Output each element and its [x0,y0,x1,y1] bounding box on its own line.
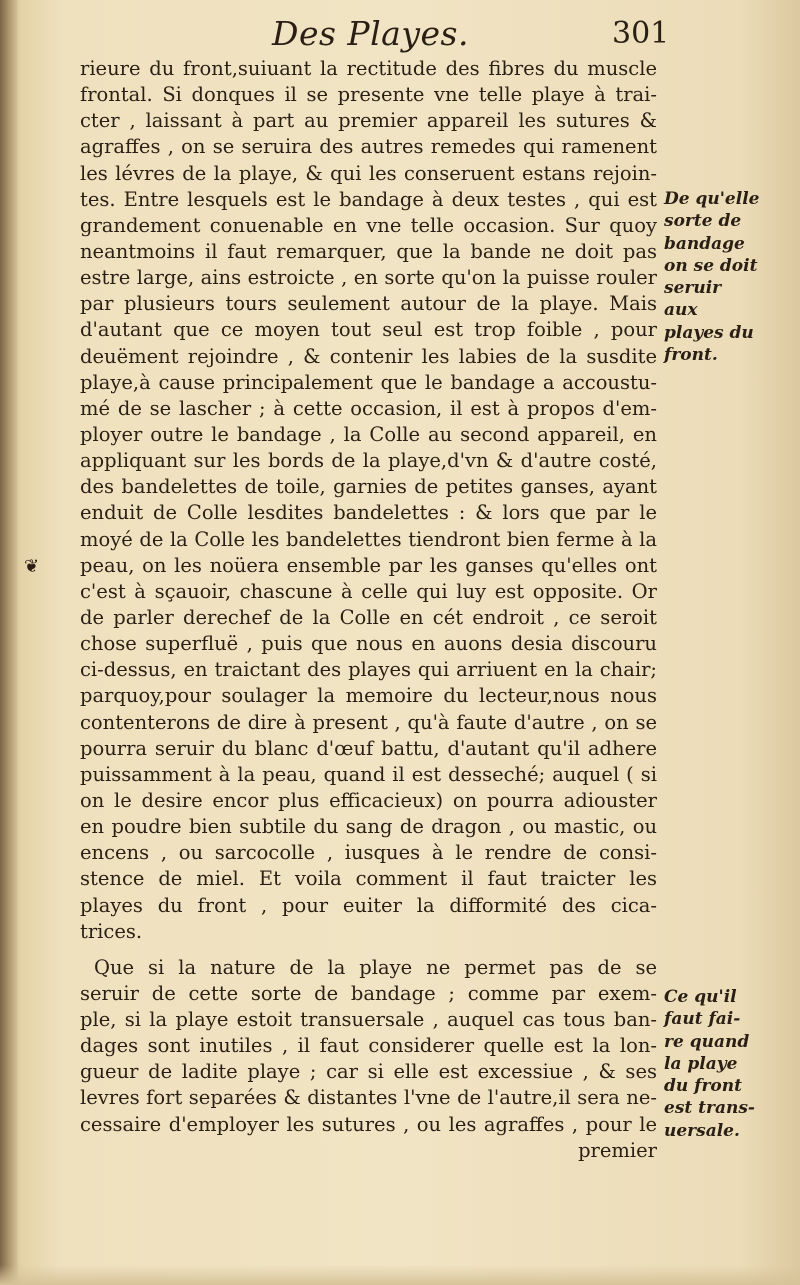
margin-note-transverse [664,986,755,1142]
margin-note-bandage [664,188,759,366]
text-line: ci-dessus, en traictant des playes qui arriuent en la chair; [80,658,657,682]
margin-note-line: seruir [664,278,722,299]
text-line: on le desire encor plus efficacieux) on pourra adiouster [80,788,657,812]
page-number: 301 [612,16,670,51]
text-line: seruir de cette sorte de bandage ; comme par exem- [80,981,657,1005]
text-line: en poudre bien subtile du sang de dragon , ou mastic, ou [80,815,657,839]
text-line: chose superfluë , puis que nous en auons desia discouru [80,632,657,656]
margin-note-line: Ce qu'il [664,987,737,1007]
text-line: playes du front , pour euiter la difformité des cica- [80,893,657,917]
text-line: levres fort separées & distantes l'vne de l'autre,il sera ne- [80,1086,657,1110]
margin-note-line: uersale. [664,1120,740,1141]
margin-note-line: playes du [664,322,754,343]
text-line: gueur de ladite playe ; car si elle est excessiue , & ses [80,1060,657,1084]
text-line: enduit de Colle lesdites bandelettes : & lors que par le [80,501,657,525]
text-line: d'autant que ce moyen tout seul est trop foible , pour [80,318,657,342]
text-line: des bandelettes de toile, garnies de petites ganses, ayant [80,475,657,499]
text-line: tes. Entre lesquels est le bandage à deux testes , qui est [80,187,657,211]
text-line: de parler derechef de la Colle en cét endroit , ce seroit [80,605,657,629]
text-line: c'est à sçauoir, chascune à celle qui luy est opposite. Or [80,579,657,603]
text-line: rieure du front,suiuant la rectitude des fibres du muscle [80,57,657,80]
catchword: premier [578,1138,657,1162]
text-line: estre large, ains estroicte , en sorte qu'on la puisse rouler [80,266,657,290]
margin-note-line: la playe [664,1053,738,1074]
text-line: frontal. Si donques il se presente vne telle playe à trai- [80,83,657,107]
page-bottom-edge [0,1265,800,1285]
margin-note-line: De qu'elle [664,189,760,209]
text-line: trices. [80,919,143,943]
text-line: parquoy,pour soulager la memoire du lecteur,nous nous [80,684,657,708]
margin-note-line: bandage [664,233,745,254]
margin-note-line: sorte de [664,211,742,232]
margin-note-line: est trans- [664,1098,755,1119]
page-gutter-edge [0,0,18,1285]
text-line: les lévres de la playe, & qui les conseruent estans rejoin- [80,161,657,185]
running-head: Des Playes. [272,14,469,53]
text-line: pourra seruir du blanc d'œuf battu, d'autant qu'il adhere [80,736,657,760]
text-line: par plusieurs tours seulement autour de la playe. Mais [80,292,657,316]
margin-note-line: re quand [664,1031,750,1052]
text-line: cessaire d'employer les sutures , ou les agraffes , pour le [80,1112,657,1136]
body-text [80,56,657,1164]
margin-note-line: front. [664,345,718,366]
margin-note-line: aux [664,300,698,321]
text-line: stence de miel. Et voila comment il faut traicter les [80,867,657,891]
text-line: peau, on les noüera ensemble par les ganses qu'elles ont [80,553,657,577]
margin-note-line: on se doit [664,255,758,276]
margin-note-line: du front [664,1076,742,1097]
text-line: ple, si la playe estoit transuersale , auquel cas tous ban- [80,1008,657,1032]
text-line: cter , laissant à part au premier appareil les sutures & [80,109,657,133]
text-line: appliquant sur les bords de la playe,d'vn & d'autre costé, [80,449,657,473]
margin-note-line: faut fai- [664,1009,741,1030]
text-line: deuëment rejoindre , & contenir les labies de la susdite [80,344,657,368]
text-line: mé de se lascher ; à cette occasion, il est à propos d'em- [80,396,657,420]
text-line: dages sont inutiles , il faut considerer quelle est la lon- [80,1034,657,1058]
paragraph-start-line: Que si la nature de la playe ne permet pas de se [94,955,657,979]
text-line: ployer outre le bandage , la Colle au second appareil, en [80,422,657,446]
text-line: grandement conuenable en vne telle occasion. Sur quoy [80,213,657,237]
text-line: contenterons de dire à present , qu'à faute d'autre , on se [80,710,657,734]
text-line: encens , ou sarcocolle , iusques à le rendre de consi- [80,841,657,865]
printers-mark-icon: ❦ [24,556,40,577]
text-line: agraffes , on se seruira des autres remedes qui ramenent [80,135,657,159]
text-line: playe,à cause principalement que le bandage a accoustu- [80,370,657,394]
text-line: neantmoins il faut remarquer, que la bande ne doit pas [80,239,657,263]
text-line: moyé de la Colle les bandelettes tiendront bien ferme à la [80,527,657,551]
text-line: puissamment à la peau, quand il est desseché; auquel ( si [80,762,657,786]
